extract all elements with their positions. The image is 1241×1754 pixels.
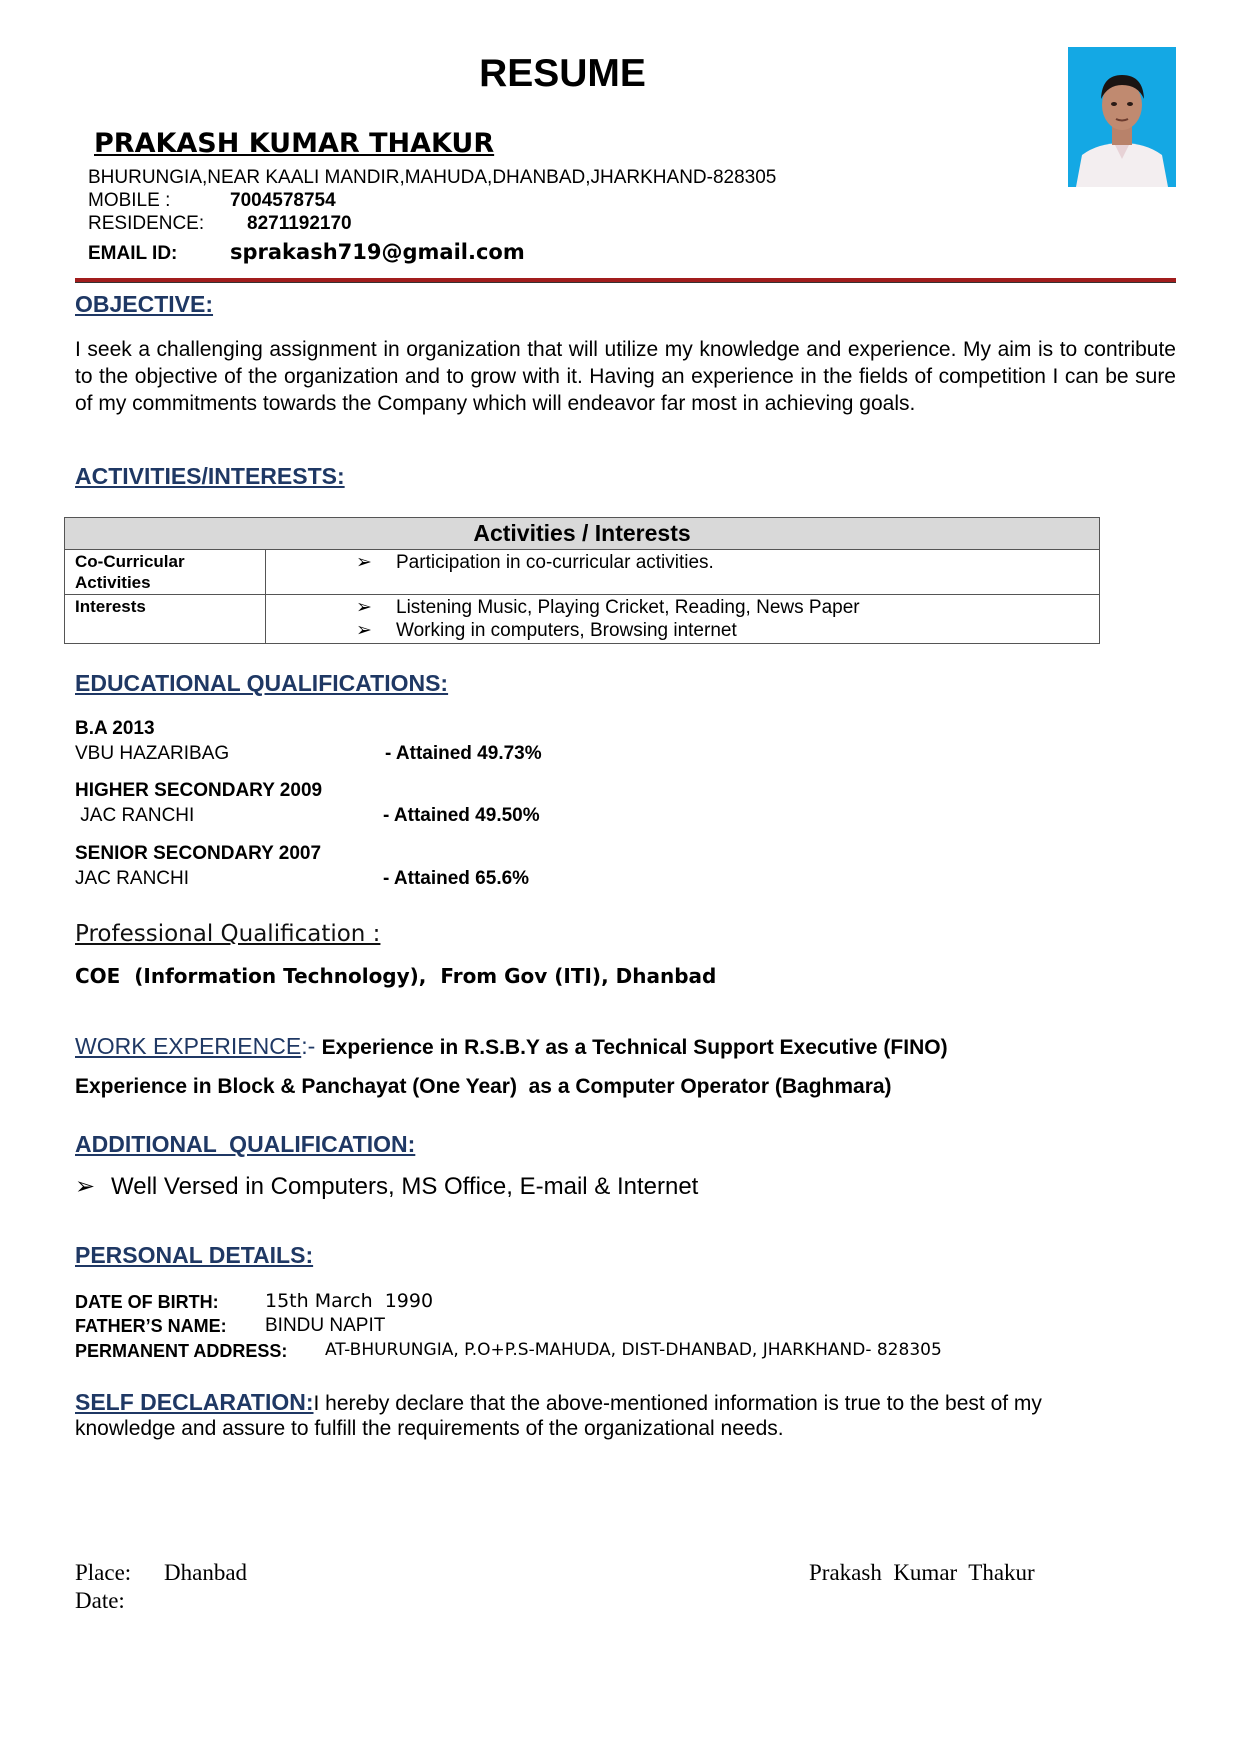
edu-result: - Attained 65.6%: [383, 868, 530, 889]
edu-result: - Attained 49.73%: [385, 743, 542, 764]
arrow-bullet-icon: ➢: [75, 1173, 96, 1200]
signature-name: Prakash Kumar Thakur: [809, 1560, 1035, 1585]
objective-heading: OBJECTIVE:: [75, 291, 214, 317]
professional-text: COE (Information Technology), From Gov (ITI), Dhanbad: [75, 964, 717, 988]
objective-text: I seek a challenging assignment in organization that will utilize my knowledge and experience. My aim is to contribute to the objective of the organization and to grow with it. Having an experience in the fields of competition I can be sure of my commitments towards the Company which will endeavor far most in achieving goals.: [75, 338, 1176, 415]
date-label: Date:: [75, 1588, 125, 1613]
edu-degree: B.A 2013: [75, 718, 155, 739]
edu-board: JAC RANCHI: [75, 868, 190, 889]
education-heading: EDUCATIONAL QUALIFICATIONS:: [75, 670, 449, 696]
dob-label: DATE OF BIRTH:: [75, 1292, 219, 1312]
edu-degree: HIGHER SECONDARY 2009: [75, 780, 323, 801]
permanent-address-value: AT-BHURUNGIA, P.O+P.S-MAHUDA, DIST-DHANBAD, JHARKHAND- 828305: [325, 1340, 942, 1360]
declaration-text-2: knowledge and assure to fulfill the requirements of the organizational needs.: [75, 1417, 784, 1440]
work-heading-line: [75, 1033, 948, 1060]
work-line-1: Experience in R.S.B.Y as a Technical Support Executive (FINO): [321, 1036, 948, 1059]
work-heading-sep: :-: [301, 1033, 316, 1059]
table-row: [65, 595, 1100, 644]
father-value: BINDU NAPIT: [265, 1315, 386, 1336]
table-row: [65, 550, 1100, 595]
activities-heading: ACTIVITIES/INTERESTS:: [75, 463, 345, 489]
arrow-bullet-icon: ➢: [356, 597, 372, 618]
residence-value: 8271192170: [247, 213, 352, 234]
row-label-co-curricular: Co-Curricular Activities: [65, 550, 266, 595]
dob-value: 15th March 1990: [265, 1290, 434, 1312]
list-item: Listening Music, Playing Cricket, Reading, News Paper: [396, 597, 860, 618]
profile-photo: [1068, 47, 1176, 187]
address-label: PERMANENT ADDRESS:: [75, 1341, 288, 1361]
arrow-bullet-icon: ➢: [356, 552, 372, 573]
declaration-line: [75, 1389, 1042, 1416]
mobile-value: 7004578754: [230, 190, 336, 211]
edu-result: - Attained 49.50%: [383, 805, 540, 826]
declaration-text-1: I hereby declare that the above-mentioned information is true to the best of my: [313, 1392, 1042, 1415]
place-label: Place:: [75, 1560, 132, 1585]
professional-heading: Professional Qualification :: [75, 921, 381, 947]
edu-degree: SENIOR SECONDARY 2007: [75, 843, 322, 864]
resume-title: RESUME: [479, 52, 646, 95]
place-value: Dhanbad: [164, 1560, 248, 1585]
email-value: sprakash719@gmail.com: [230, 240, 525, 264]
additional-heading: ADDITIONAL QUALIFICATION:: [75, 1131, 416, 1157]
declaration-heading: SELF DECLARATION:: [75, 1389, 314, 1415]
edu-board: JAC RANCHI: [75, 805, 195, 826]
header-divider-thin: [75, 282, 1176, 283]
work-line-2: Experience in Block & Panchayat (One Year) as a Computer Operator (Baghmara): [75, 1075, 892, 1098]
mobile-label: MOBILE :: [88, 190, 171, 211]
list-item: Working in computers, Browsing internet: [396, 620, 737, 641]
candidate-name: PRAKASH KUMAR THAKUR: [94, 128, 495, 159]
row-label-interests: Interests: [65, 595, 266, 644]
work-heading: WORK EXPERIENCE: [75, 1033, 302, 1059]
list-item: Participation in co-curricular activities.: [396, 552, 714, 573]
father-label: FATHER’S NAME:: [75, 1316, 227, 1336]
personal-heading: PERSONAL DETAILS:: [75, 1242, 314, 1268]
residence-label: RESIDENCE:: [88, 213, 205, 234]
additional-item: [75, 1172, 698, 1201]
arrow-bullet-icon: ➢: [356, 620, 372, 641]
additional-item-text: Well Versed in Computers, MS Office, E-mail & Internet: [111, 1173, 699, 1200]
email-label: EMAIL ID:: [88, 243, 178, 264]
activities-table: [64, 517, 1100, 644]
address-line: BHURUNGIA,NEAR KAALI MANDIR,MAHUDA,DHANBAD,JHARKHAND-828305: [88, 167, 777, 188]
edu-board: VBU HAZARIBAG: [75, 743, 230, 764]
activities-table-title: Activities / Interests: [65, 518, 1100, 550]
